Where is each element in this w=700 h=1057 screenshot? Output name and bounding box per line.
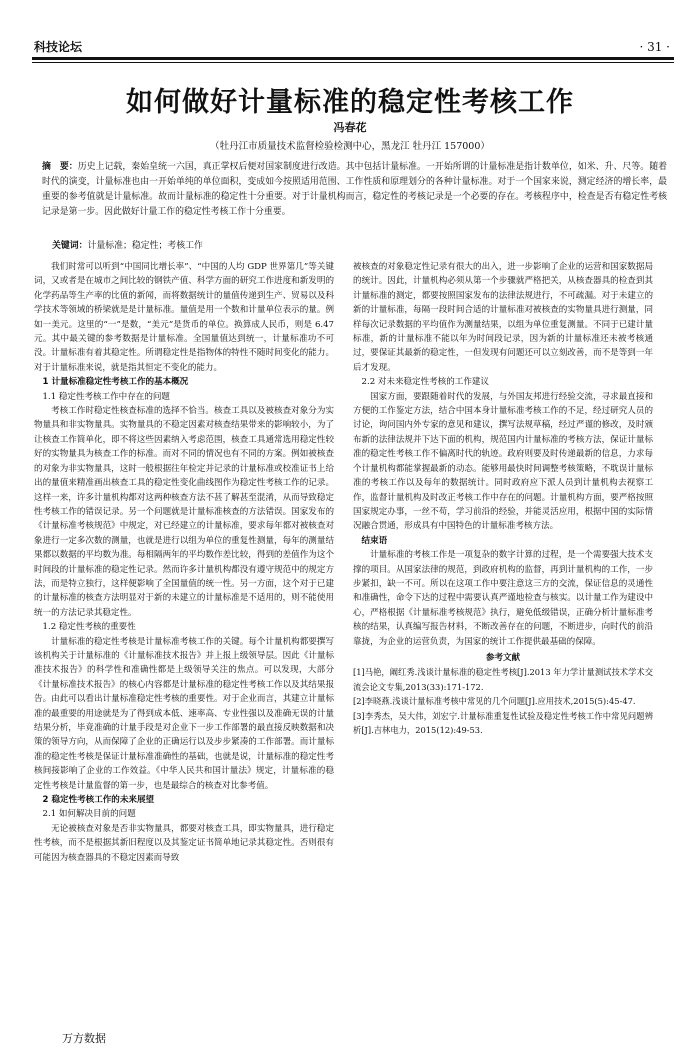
section-heading: 1 计量标准稳定性考核工作的基本概况 (42, 377, 189, 388)
paragraph: 我们时常可以听到“中国同比增长率”、“中国的人均 GDP 世界第几”等关键词，又或者是在城市之间比较的钢铁产值、科学方面的研究工作进度和新发明的化学药品等生产率的比值的新闻，而将数据统计的量值传递到生产、贸易以及科学技术等领域的桥梁就是是计量标准。量值是用一个数和计量单位表示的量。例如一美元。这里的“一”是数，“美元”是货币的单位。换算成人民币，则是 6.47 元。其中最关键的参考数据是计量标准。全国量值达到统一，计量标准功不可没。计量标准有着其稳定性。所谓稳定性是指物体的特性不随时间变化的能力。对于计量标准来说，就是指其恒定不变化的能力。 (34, 262, 334, 373)
keywords-text: 计量标准；稳定性；考核工作 (87, 241, 203, 251)
abstract-label: 摘 要： (42, 162, 78, 172)
subsection-heading: 1.2 稳定性考核的重要性 (42, 622, 136, 633)
abstract (42, 160, 667, 220)
paragraph: 考核工作时稳定性核查标准的选择不恰当。核查工具以及被核查对象分为实物量具和非实物量具。实物量具的不稳定因素对核查结果带来的影响较小，为了让核查工作简单化，即不将这些因素纳入考虑范围，核查工具通常选用稳定性较好的实物量具为核查工作的标准。而对不同的情况也有不同的方案。例如被核查的对象为非实物量具，这时一般根据往年检定并记录的计量标准或校准证书上给出的量值来精准画出核查工具的稳定性变化曲线图作为稳定性考核工作的记录。这样一来，许多计量机构都对这两种核查方法不甚了解甚至混淆，从而导致稳定性考核工作的错误记录。另一个问题就是计量标准核查的方法错误。国家发布的《计量标准考核规范》中规定，对已经建立的计量标准，要求每年都对被核查对象进行一定多次数的测量，也就是进行以组为单位的重复性测量，每年的测量结果都以数据的平均数为准。每相隔两年的平均数作差比较，得到的差值作为这个时间段的计量标准的稳定性记录。然而许多计量机构都没有遵守规范中的规定方法，而是特立独行，这样便影响了全国量值的统一性。另一方面，这个对于已建的计量标准的核查方法明显对于新的未建立的计量标准是不适用的，则不能使用统一的方法记录其稳定性。 (34, 406, 334, 618)
watermark-footer: 万方数据 (62, 1032, 106, 1045)
header-rule-thick (32, 57, 674, 60)
article-title: 如何做好计量标准的稳定性考核工作 (126, 87, 574, 118)
subsection-heading: 1.1 稳定性考核工作中存在的问题 (42, 391, 170, 402)
subsection-heading: 2.2 对未来稳定性考核的工作建议 (361, 377, 489, 388)
paragraph: 计量标准的稳定性考核是计量标准考核工作的关键。每个计量机构都要撰写该机构关于计量标准的《计量标准技术报告》并上报上级领导层。因此《计量标准技术报告》的科学性和准确性都是上级领导关注的焦点。可以发现，大部分《计量标准技术报告》的核心内容都是计量标准的稳定性考核工作以及其结果报告。由此可以看出计量标准稳定性考核的重要性。对于企业而言，其建立计量标准的最重要的用途就是为了得到成本低、速率高、专业性强以及准确无误的计量结果分析，毕竟准确的计量手段是对企业下一步工作部署的最直接反映数据和决策的领导方向，从而保障了企业的正确运行以及步步紧凑的工作部署。而计量标准的稳定性考核是保证计量标准准确性的基础，也就是说，计量标准的稳定性考核间接影响了企业的工作效益。《中华人民共和国计量法》规定，计量标准的稳定性考核是计量监督的第一步，也是最综合的核查对比参考值。 (34, 636, 334, 791)
keywords-label: 关键词： (52, 241, 88, 251)
body-column-right (353, 260, 653, 1030)
reference-item: [3]李秀杰，吴大伟，刘宏宁.计量标准重复性试验及稳定性考核工作中常见问题辨析[J].吉林电力，2015(12):49-53. (353, 710, 653, 735)
journal-section-label: 科技论坛 (34, 40, 83, 54)
references-heading: 参考文献 (485, 652, 521, 663)
keywords (52, 238, 662, 251)
header-rule-thin (32, 62, 674, 63)
reference-item: [2]李晓燕.浅谈计量标准考核中常见的几个问题[J].应用技术,2015(5):45-47. (353, 696, 636, 707)
reference-item: [1]马艳，阚红秀.浅谈计量标准的稳定性考核[J].2013 年力学计量测试技术学术交流会论文专集,2013(33):171-172. (353, 667, 653, 692)
body-column-left (34, 260, 334, 1030)
section-heading: 2 稳定性考核工作的未来展望 (42, 795, 155, 806)
abstract-text: 历史上记载，秦始皇统一六国，真正掌权后便对国家制度进行改造。其中包括计量标准。一开始所谓的计量标准是指计数单位，如米、升、尺等。随着时代的演变，计量标准也由一开始单纯的单位面积，变成如今按照适用范围、工作性质和原理划分的各种计量标准。对于一个国家来说，测定经济的增长率，最重要的参考值就是计量标准。故而计量标准的稳定性十分重要。对于计量机构而言，稳定性的考核记录是一个必要的存在。考核程序中，检查是否有稳定性考核记录是第一步。因此做好计量工作的稳定性考核工作十分重要。 (42, 162, 667, 217)
paragraph: 被核查的对象稳定性记录有很大的出入，进一步影响了企业的运营和国家数据局的统计。因此，计量机构必须从第一个步骤就严格把关，从核查器具的检查到其计量标准的测定，都要按照国家发布的法律法规进行，不可疏漏。对于未建立的新的计量标准，每隔一段时间合适的计量标准对被核查的实物量具进行测量，同样每次记录数据的平均值作为测量结果，以组为单位重复测量。不同于已建计量标准，新的计量标准不能以年为时间段记录，因为新的计量标准还未被考核通过，要保证其最新的稳定性，一但发现有问题还可以立刻改善，而不是等到一年后才发现。 (353, 262, 653, 373)
section-heading: 结束语 (361, 535, 388, 546)
page-number: · 31 · (639, 40, 670, 54)
author-affiliation: （牡丹江市质量技术监督检验检测中心，黑龙江 牡丹江 157000） (210, 141, 490, 152)
subsection-heading: 2.1 如何解决目前的问题 (42, 809, 136, 820)
article-author: 冯春花 (333, 121, 367, 134)
paragraph: 无论被核查对象是否非实物量具，都要对核查工具，即实物量具，进行稳定性考核，而不是根据其新旧程度以及其鉴定证书简单地记录其稳定性。否则很有可能因为核查器具的不稳定因素而导致 (34, 823, 334, 863)
paragraph: 国家方面，要跟随着时代的发展，与外国友邦进行经验交流，寻求最直接和方便的工作鉴定方法，结合中国本身计量标准考核工作的不足，经过研究人员的讨论，询问国内外专家的意见和建议，撰写法规草稿，经过严谨的修改，及时颁布新的法律法规并下达下面的机构，规范国内计量标准的考核方法，保证计量标准的稳定性考核工作不偏离时代的轨迹。政府则要及时传递最新的信息，力求每个计量机构都能掌握最新的动态。能够用最快时间调整考核策略，不耽误计量标准的考核工作以及每年的数据统计。同时政府应下派人员到计量机构去视察工作，监督计量机构及时改正考核工作中存在的问题。计量机构方面，要严格按照国家规定办事，一丝不苟，学习前沿的经验，并能灵活应用，根据中国的实际情况融合贯通，形成具有中国特色的计量标准考核方法。 (353, 391, 653, 532)
paragraph: 计量标准的考核工作是一项复杂的数字计算的过程，是一个需要强大技术支撑的项目。从国家法律的规范，到政府机构的监督，再到计量机构的工作，一步步紧扣，缺一不可。所以在这项工作中要注意这三方的交流，保证信息的灵通性和准确性，命令下达的过程中需要认真严谨地检查与核实。以计量工作为建设中心，严格根据《计量标准考核规范》执行，避免低级错误，正确分析计量标准考核的结果，认真编写报告材料，不断改善存在的问题，不断进步，向时代的前沿靠拢，为企业的运营负责，为国家的统计工作提供最基础的保障。 (353, 550, 653, 647)
